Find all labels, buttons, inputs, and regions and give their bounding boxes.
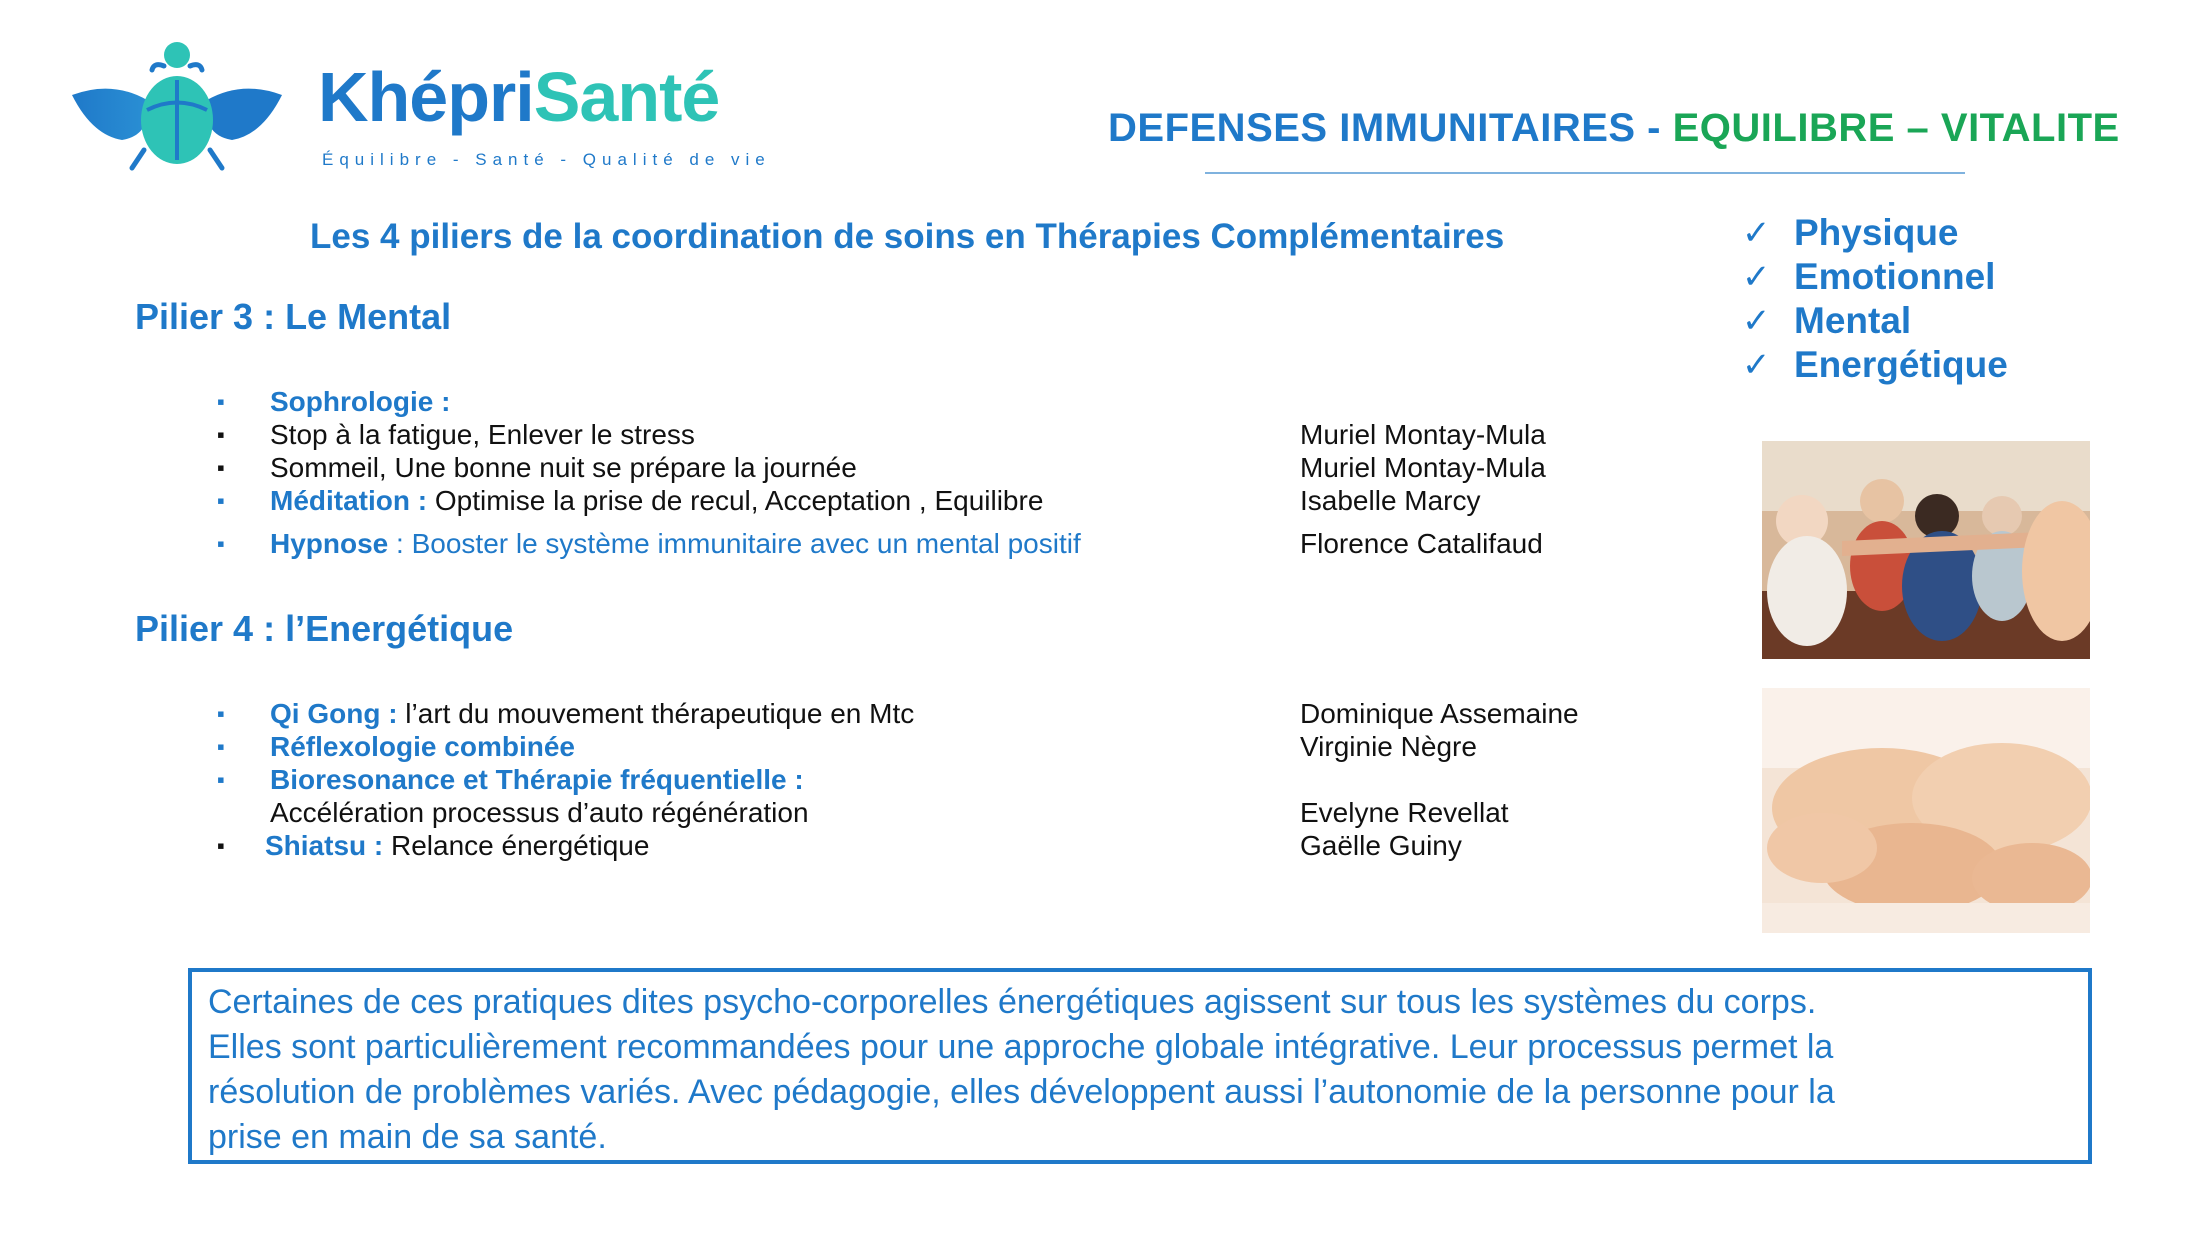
list-item [0,697,1700,730]
list-item-text: Réflexologie combinée [270,731,575,762]
bullet-icon: ▪ [217,767,225,792]
checklist-label: Physique [1794,212,1959,253]
checklist-label: Emotionnel [1794,256,1996,297]
brand-name [318,58,720,136]
brand-tagline: Équilibre - Santé - Qualité de vie [322,150,771,169]
list-item-text: Sophrologie : [270,386,451,417]
brand-name-part2: Santé [533,58,720,136]
practitioner-name: Dominique Assemaine [1300,698,1579,729]
page-subtitle: Les 4 piliers de la coordination de soins en Thérapies Complémentaires [310,217,1505,256]
bullet-icon: ▪ [217,734,225,759]
checklist-item [1742,211,2008,255]
list-item [0,385,1700,418]
pillars-checklist [1742,211,2008,387]
pilier4-title: Pilier 4 : l’Energétique [135,608,514,649]
header-divider [1205,172,1965,174]
info-line: Certaines de ces pratiques dites psycho-corporelles énergétiques agissent sur tous les systèmes du corps. [208,983,1817,1021]
bullet-icon: ▪ [217,422,225,447]
practitioner-name: Evelyne Revellat [1300,797,1509,828]
list-item [0,527,1700,560]
header-title-part2: EQUILIBRE – VITALITE [1672,106,2120,150]
checklist-label: Mental [1794,300,1912,341]
pilier3-title: Pilier 3 : Le Mental [135,296,452,337]
list-item [0,829,1700,862]
checklist-item [1742,255,2008,299]
bullet-icon: ▪ [217,389,225,414]
list-item-text: Stop à la fatigue, Enlever le stress [270,419,695,450]
header-title [1108,106,2120,151]
list-item [0,418,1700,451]
list-item-text: Qi Gong : l’art du mouvement thérapeutique en Mtc [270,698,915,729]
list-item [0,484,1700,517]
checkmark-icon: ✓ [1742,214,1771,252]
header-title-part1: DEFENSES IMMUNITAIRES - [1108,106,1673,150]
scarab-logo-icon [72,40,282,180]
checkmark-icon: ✓ [1742,258,1771,296]
list-item [0,763,1700,796]
list-item-text: Shiatsu : Relance énergétique [265,830,650,861]
list-item-text: Sommeil, Une bonne nuit se prépare la journée [270,452,857,483]
practitioner-name: Isabelle Marcy [1300,485,1481,516]
bullet-icon: ▪ [217,455,225,480]
reflexology-photo [1762,688,2090,933]
practitioner-name: Muriel Montay-Mula [1300,452,1546,483]
info-line: prise en main de sa santé. [208,1118,607,1156]
checkmark-icon: ✓ [1742,302,1771,340]
bullet-icon: ▪ [217,833,225,858]
checkmark-icon: ✓ [1742,346,1771,384]
list-item [0,451,1700,484]
list-item [0,796,1700,829]
practitioner-name: Gaëlle Guiny [1300,830,1462,861]
practitioner-name: Muriel Montay-Mula [1300,419,1546,450]
checklist-label: Energétique [1794,344,2008,385]
list-item-text: Méditation : Optimise la prise de recul, Acceptation , Equilibre [270,485,1044,516]
list-item-text: Hypnose : Booster le système immunitaire avec un mental positif [270,528,1081,559]
info-line: Elles sont particulièrement recommandées pour une approche globale intégrative. Leur processus permet la [208,1028,1834,1066]
checklist-item [1742,343,2008,387]
list-item-text: Accélération processus d’auto régénération [270,797,809,828]
group-exercise-photo [1762,441,2090,659]
practitioner-name: Florence Catalifaud [1300,528,1543,559]
brand-name-part1: Khépri [318,58,534,136]
bullet-icon: ▪ [217,488,225,513]
checklist-item [1742,299,2008,343]
list-item [0,730,1700,763]
list-item-text: Bioresonance et Thérapie fréquentielle : [270,764,804,795]
bullet-icon: ▪ [217,531,225,556]
info-box [188,968,2092,1164]
info-line: résolution de problèmes variés. Avec pédagogie, elles développent aussi l’autonomie de la personne pour la [208,1073,1835,1111]
practitioner-name: Virginie Nègre [1300,731,1477,762]
bullet-icon: ▪ [217,701,225,726]
